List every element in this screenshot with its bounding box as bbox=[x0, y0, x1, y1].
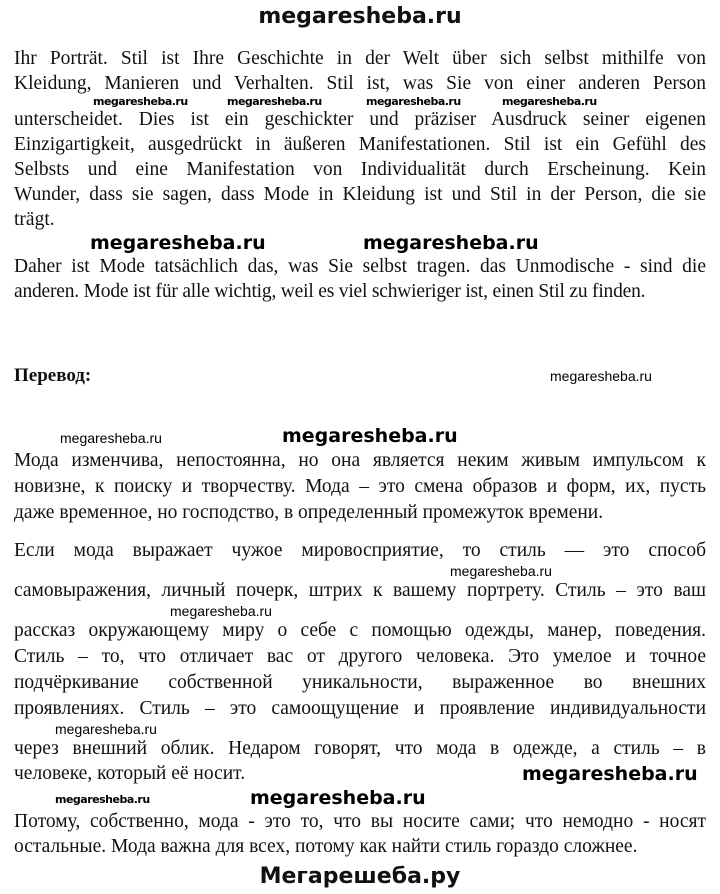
german-line: Kleidung, Manieren und Verhalten. Stil ist, was Sie von einer anderen Person bbox=[14, 73, 706, 94]
watermark: megaresheba.ru bbox=[450, 563, 552, 579]
german-line: anderen. Mode ist für alle wichtig, weil es viel schwieriger ist, einen Stil zu finden. bbox=[14, 281, 646, 302]
watermark: megaresheba.ru bbox=[522, 763, 698, 785]
translation-heading: Перевод: bbox=[14, 365, 92, 386]
russian-line: остальные. Мода важна для всех, потому как найти стиль гораздо сложнее. bbox=[14, 836, 638, 857]
site-footer: Мегарешеба.ру bbox=[259, 864, 461, 889]
russian-line: Потому, собственно, мода - это то, что вы носите сами; что немодно - носят bbox=[14, 811, 706, 832]
watermark: megaresheba.ru bbox=[55, 793, 150, 806]
russian-line: Если мода выражает чужое мировосприятие, то стиль — это способ bbox=[14, 540, 706, 561]
watermark: megaresheba.ru bbox=[55, 721, 157, 737]
watermark: megaresheba.ru bbox=[90, 232, 266, 254]
watermark: megaresheba.ru bbox=[282, 425, 458, 447]
russian-line: проявлениях. Стиль – это самоощущение и проявление индивидуальности bbox=[14, 698, 706, 719]
russian-line: даже временное, но господство, в определенный промежуток времени. bbox=[14, 502, 604, 523]
watermark: megaresheba.ru bbox=[363, 232, 539, 254]
russian-line: Стиль – то, что отличает вас от другого человека. Это умелое и точное bbox=[14, 646, 706, 667]
russian-line: новизне, к поиску и творчеству. Мода – это смена образов и форм, их, пусть bbox=[14, 476, 706, 497]
watermark: megaresheba.ru bbox=[250, 787, 426, 809]
german-line: Ihr Porträt. Stil ist Ihre Geschichte in der Welt über sich selbst mithilfe von bbox=[14, 48, 706, 69]
watermark: megaresheba.ru bbox=[366, 95, 461, 108]
russian-line: подчёркивание собственной уникальности, выраженное во внешних bbox=[14, 672, 706, 693]
watermark: megaresheba.ru bbox=[60, 430, 162, 446]
german-line: unterscheidet. Dies ist ein geschickter und präziser Ausdruck seiner eigenen bbox=[14, 109, 706, 130]
russian-line: человеке, который её носит. bbox=[14, 763, 246, 784]
watermark: megaresheba.ru bbox=[227, 95, 322, 108]
german-line: Einzigartigkeit, ausgedrückt in äußeren Manifestationen. Stil ist ein Gefühl des bbox=[14, 134, 706, 155]
german-line: Selbsts und eine Manifestation von Individualität durch Erscheinung. Kein bbox=[14, 159, 706, 180]
site-header: megaresheba.ru bbox=[258, 4, 462, 29]
russian-line: самовыражения, личный почерк, штрих к вашему портрету. Стиль – это ваш bbox=[14, 580, 706, 601]
watermark: megaresheba.ru bbox=[170, 603, 272, 619]
watermark: megaresheba.ru bbox=[502, 95, 597, 108]
watermark: megaresheba.ru bbox=[550, 368, 652, 384]
german-line: Daher ist Mode tatsächlich das, was Sie selbst tragen. das Unmodische - sind die bbox=[14, 256, 706, 277]
german-line: trägt. bbox=[14, 209, 55, 230]
russian-line: через внешний облик. Недаром говорят, что мода в одежде, а стиль – в bbox=[14, 738, 706, 759]
watermark: megaresheba.ru bbox=[93, 95, 188, 108]
russian-line: Мода изменчива, непостоянна, но она является неким живым импульсом к bbox=[14, 450, 706, 471]
russian-line: рассказ окружающему миру о себе с помощью одежды, манер, поведения. bbox=[14, 620, 706, 641]
german-line: Wunder, dass sie sagen, dass Mode in Kleidung ist und Stil in der Person, die sie bbox=[14, 184, 706, 205]
